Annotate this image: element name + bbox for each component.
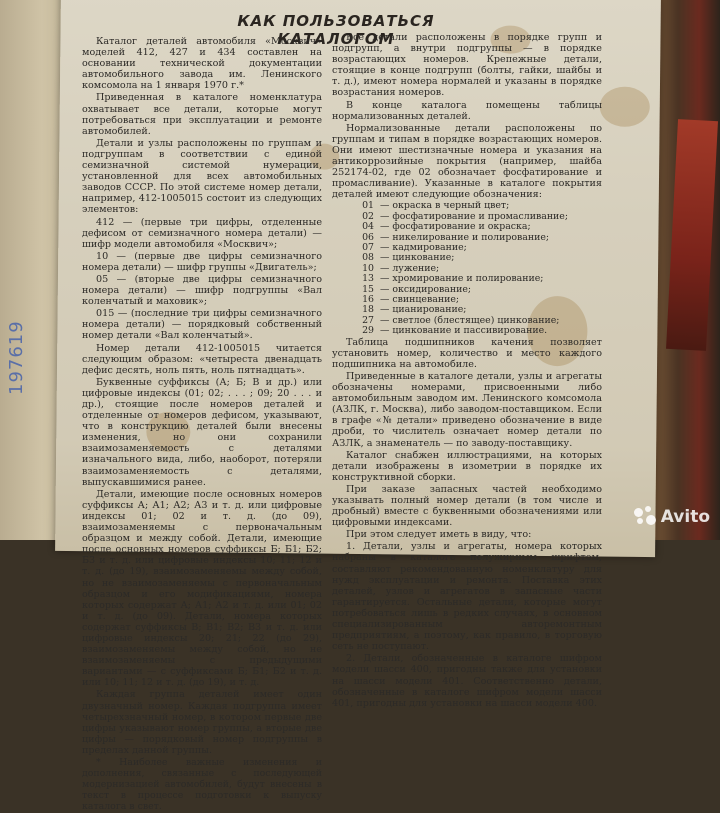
coating-description: — фосфатирование и окраска; [380, 221, 531, 233]
paragraph: 1. Детали, узлы и агрегаты, номера которых набраны в каталоге полужирным шрифтом, составляют рекомендованную номенклатуру для нужд эксплуатации и ремонта. Поставка этих деталей, узлов и агрегатов в запасные части гарантируется. Остальные детали, которые могут потребоваться лишь в редких случаях, в основном специализированным авторемонтным предприятиям, а поэтому, как правило, в торговую сеть не поступают. [332, 541, 602, 653]
coating-code: 07 [362, 242, 374, 254]
paragraph: Детали и узлы расположены по группам и подгруппам в соответствии с единой семизначной системой нумерации, установленной для всех автомобильных заводов СССР. По этой системе номер детали, например, 412-1005015 состоит из следующих элементов: [82, 137, 322, 216]
page-title: КАК ПОЛЬЗОВАТЬСЯ КАТАЛОГОМ [237, 12, 435, 48]
avito-logo-icon [634, 506, 656, 528]
coating-description: — цинкование и пассивирование. [380, 325, 548, 337]
coating-description: — лужение; [380, 262, 440, 274]
coating-description: — оксидирование; [380, 283, 472, 295]
paragraph: Номер детали 412-1005015 читается следующим образом: «четыреста двенадцать дефис десять, ноль пять, ноль пятнадцать». [82, 342, 322, 376]
handwritten-note: 197619 [6, 320, 27, 395]
coating-code: 29 [362, 325, 374, 337]
coating-description: — никелирование и полирование; [380, 231, 550, 243]
coating-code: 13 [362, 273, 374, 285]
paragraph: Таблица подшипников качения позволяет установить номер, количество и место каждого подшипника на автомобиле. [332, 336, 602, 370]
paragraph: 2. Детали, обозначенные в каталоге шифром модели шасси 400, пригодны также для установки на шасси модели 401. Соответственно детали, обозначенные в каталоге шифром модели шасси 401, пригодны для установки на шасси модели 400. [332, 653, 602, 709]
watermark-text: Avito [660, 507, 710, 527]
paragraph: Детали, имеющие после основных номеров суффиксы А; А1; А2; А3 и т. д. или цифровые индексы 01; 02 и т. д. (до 09), взаимозаменяемы с первоначальным образцом и между собой. Детали, имеющие после основных номеров суффиксы Б; Б1; Б2; Б3 и т. д. или цифровые индексы 10; 11; 12 и т. д. (до 19), взаимозаменяемы между собой, но не взаимозаменяемы с первоначальным образцом и его модификациями, номера которых содержат А; А1; А2 и т. д. или 01; 02 и т. д. (до 09). Детали, номера которых содержат суффиксы В; В1; В2; В3 и т. д. или цифровые индексы 20; 21; 22 (до 29), взаимозаменяемы между собой, но не взаимозаменяемы с предыдущими вариантами — с суффиксами Б; Б1; Б2 и т. д. или 10; 11; 12 и т. д. (до 19), и т. д. [82, 488, 322, 689]
coating-code: 27 [362, 314, 374, 326]
paragraph: Буквенные суффиксы (А; Б; В и др.) или цифровые индексы (01; 02; . . . ; 09; 20 . . . и др.), стоящие после номеров деталей и отделенные от номеров дефисом, указывают, что в конструкцию деталей были внесены изменения, но они сохранили взаимозаменяемость с деталями изначального вида, либо, наоборот, потеряли взаимозаменяемость с деталями, выпускавшимися ранее. [82, 376, 322, 488]
coating-code: 15 [362, 283, 374, 295]
right-column [332, 32, 602, 710]
left-column [82, 36, 322, 813]
paragraph: 10 — (первые две цифры семизначного номера детали) — шифр группы «Двигатель»; [82, 250, 322, 273]
coating-description: — свинцевание; [380, 294, 460, 306]
paragraph: 015 — (последние три цифры семизначного номера детали) — порядковый собственный номер детали «Вал коленчатый». [82, 308, 322, 342]
coating-description: — светлое (блестящее) цинкование; [380, 314, 560, 326]
paragraph: Каталог деталей автомобиля «Москвич» моделей 412, 427 и 434 составлен на основании технической документации автомобильного завода им. Ленинского комсомола на 1 января 1970 г.* [82, 36, 322, 92]
paragraph: Приведенная в каталоге номенклатура охватывает все детали, которые могут потребоваться при эксплуатации и ремонте автомобилей. [82, 92, 322, 137]
paragraph: Нормализованные детали расположены по группам и типам в порядке возрастающих номеров. Они имеют шестизначные номера и указания на антикоррозийные покрытия (например, шайба 252174-02, где 02 обозначает фосфатирование и промасливание). Указанные в каталоге покрытия деталей имеют следующие обозначения: [332, 122, 602, 201]
paragraph: В конце каталога помещены таблицы нормализованных деталей. [332, 99, 602, 122]
coating-description: — хромирование и полирование; [380, 273, 544, 285]
coating-code: 08 [362, 252, 374, 264]
coating-codes-list [332, 201, 602, 336]
coating-code: 01 [362, 200, 374, 212]
paragraph: Каждая группа деталей имеет один двузначный номер. Каждая подгруппа имеет четырехзначный номер, в котором первые две цифры указывают номер группы, а вторые две цифры — порядковый номер подгруппы в пределах данной группы. [82, 689, 322, 756]
watermark [634, 506, 710, 528]
coating-code-row [332, 326, 602, 336]
coating-description: — фосфатирование и промасливание; [380, 210, 569, 222]
paragraph: 05 — (вторые две цифры семизначного номера детали) — шифр подгруппы «Вал коленчатый и маховик»; [82, 273, 322, 308]
stain [600, 87, 650, 128]
coating-code: 02 [362, 210, 374, 222]
coating-description: — кадмирование; [380, 242, 467, 254]
coating-description: — окраска в черный цвет; [380, 200, 510, 212]
paragraph: Все детали расположены в порядке групп и подгрупп, а внутри подгруппы — в порядке возрастающих номеров. Крепежные детали, стоящие в конце подгрупп (болты, гайки, шайбы и т. д.), имеют номера нормалей и указаны в порядке возрастания номеров. [332, 32, 602, 99]
footnote: * Наиболее важные изменения и дополнения, связанные с последующей модернизацией автомобилей, будут внесены в текст в процессе подготовки к выпуску каталога в свет. [82, 757, 322, 813]
paragraph: Каталог снабжен иллюстрациями, на которых детали изображены в изометрии в порядке их конструктивной сборки. [332, 449, 602, 483]
paragraph: При этом следует иметь в виду, что: [346, 529, 532, 541]
paragraph: 412 — (первые три цифры, отделенные дефисом от семизначного номера детали) — шифр модели автомобиля «Москвич»; [82, 216, 322, 250]
coating-code: 10 [362, 262, 374, 274]
coating-code: 06 [362, 231, 374, 243]
paragraph: Приведенные в каталоге детали, узлы и агрегаты обозначены номерами, присвоенными либо автомобильным заводом им. Ленинского комсомола (АЗЛК, г. Москва), либо заводом-поставщиком. Если в графе «№ детали» приведено обозначение в виде дроби, то числитель означает номер детали по АЗЛК, а знаменатель — по заводу-поставщику. [332, 370, 602, 449]
coating-description: — цианирование; [380, 304, 467, 316]
coating-code: 18 [362, 304, 374, 316]
coating-description: — цинкование; [380, 252, 455, 264]
paragraph: При заказе запасных частей необходимо указывать полный номер детали (в том числе и дробный) вместе с буквенными обозначениями или цифровыми индексами. [332, 483, 602, 529]
coating-code: 04 [362, 221, 374, 233]
coating-code: 16 [362, 294, 374, 306]
